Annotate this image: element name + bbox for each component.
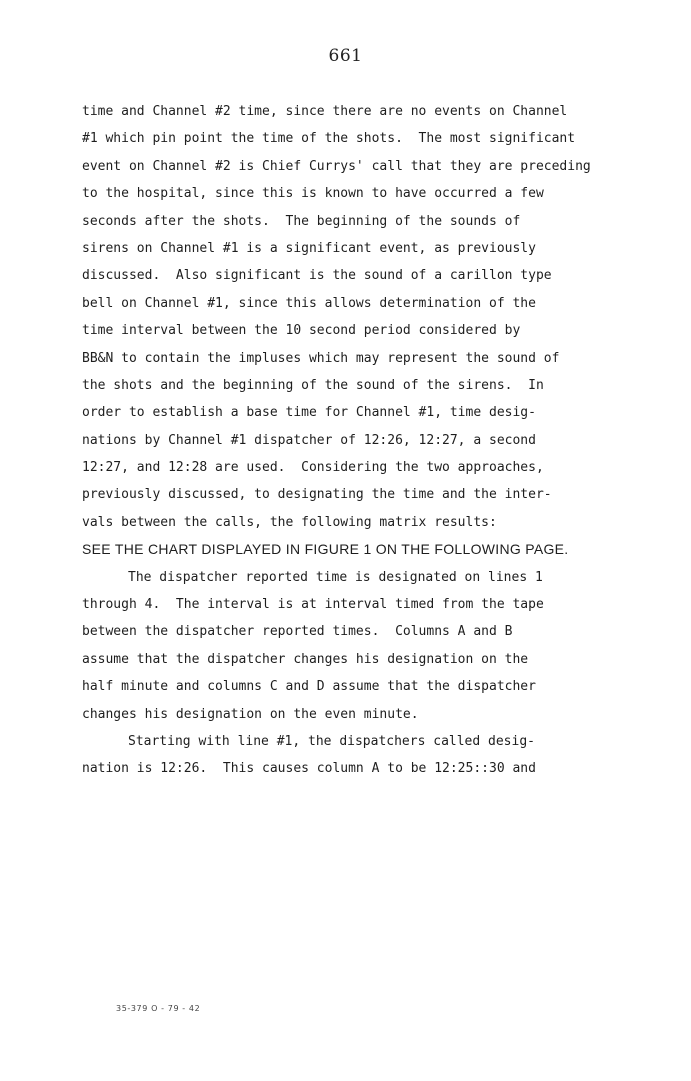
body-text bbox=[82, 98, 652, 783]
text-line: #1 which pin point the time of the shots. The most significant bbox=[82, 131, 576, 147]
text-line: previously discussed, to designating the time and the inter- bbox=[82, 487, 552, 503]
text-line: the shots and the beginning of the sound of the sirens. In bbox=[82, 377, 544, 393]
text-line: through 4. The interval is at interval timed from the tape bbox=[82, 597, 544, 613]
text-line: assume that the dispatcher changes his designation on the bbox=[82, 651, 529, 667]
text-line: half minute and columns C and D assume that the dispatcher bbox=[82, 679, 536, 695]
text-line: SEE THE CHART DISPLAYED IN FIGURE 1 ON THE FOLLOWING PAGE. bbox=[82, 541, 569, 558]
text-line: nation is 12:26. This causes column A to be 12:25::30 and bbox=[82, 761, 536, 777]
text-line: sirens on Channel #1 is a significant event, as previously bbox=[82, 240, 536, 256]
text-line: to the hospital, since this is known to have occurred a few bbox=[82, 186, 544, 202]
text-line: seconds after the shots. The beginning of the sounds of bbox=[82, 213, 521, 229]
text-line: bell on Channel #1, since this allows determination of the bbox=[82, 295, 536, 311]
text-line: The dispatcher reported time is designated on lines 1 bbox=[128, 569, 543, 585]
text-line: BB&N to contain the impluses which may represent the sound of bbox=[82, 350, 560, 366]
text-line: event on Channel #2 is Chief Currys' call that they are preceding bbox=[82, 158, 591, 174]
text-line: discussed. Also significant is the sound of a carillon type bbox=[82, 268, 552, 284]
text-line: between the dispatcher reported times. Columns A and B bbox=[82, 624, 513, 640]
text-line: vals between the calls, the following matrix results: bbox=[82, 514, 497, 530]
text-line: changes his designation on the even minute. bbox=[82, 706, 419, 722]
printer-code: 35-379 O - 79 - 42 bbox=[116, 1004, 201, 1013]
text-line: time interval between the 10 second period considered by bbox=[82, 323, 521, 339]
text-line: time and Channel #2 time, since there are no events on Channel bbox=[82, 104, 568, 119]
text-line: order to establish a base time for Channel #1, time desig- bbox=[82, 405, 536, 421]
text-line: nations by Channel #1 dispatcher of 12:26, 12:27, a second bbox=[82, 432, 536, 448]
text-line: 12:27, and 12:28 are used. Considering the two approaches, bbox=[82, 460, 544, 476]
text-line: Starting with line #1, the dispatchers called desig- bbox=[128, 733, 535, 749]
page-number: 661 bbox=[328, 46, 363, 66]
